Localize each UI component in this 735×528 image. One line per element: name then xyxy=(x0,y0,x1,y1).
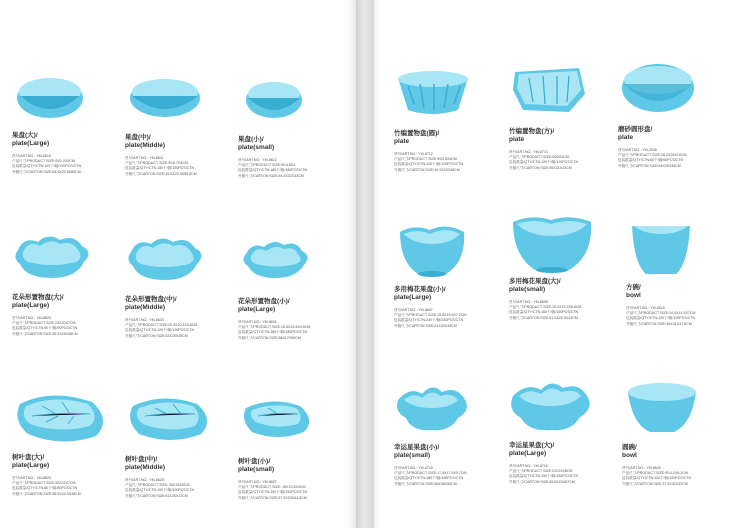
product-art-no: 货号/ART.NO.: YM-8631 xyxy=(238,320,277,324)
product-size: 产品尺寸/PRODUCT SIZE:15.5X15.5X4.6CM xyxy=(238,325,311,330)
product-carton: 外箱尺寸/CARTON SIZE:51X33X49CM xyxy=(394,323,457,328)
product-carton: 外箱尺寸/CARTON SIZE:63X25X45CM xyxy=(125,333,188,338)
product-name-cn: 果盘(小)/ xyxy=(238,136,264,143)
plum-bowl-icon xyxy=(509,214,619,274)
product-qty: 包装数量/QTY/CTN:120个/箱/120PCS/CTN xyxy=(12,164,82,169)
product-qty: 包装数量/QTY/CTN:100个/箱/100PCS/CTN xyxy=(125,488,195,493)
product-art-no: 货号/ART.NO.: YM-8619 xyxy=(626,306,665,310)
round-bowl-deep-icon xyxy=(622,380,732,440)
product-name-cn: 果盘(大)/ xyxy=(12,132,38,139)
product-carton: 外箱尺寸/CARTON SIZE:54.5X32X33CM xyxy=(238,173,304,178)
product-art-no: 货号/ART.NO.: YM-8612 xyxy=(238,158,277,162)
product-name-cn: 竹编置物盘(方)/ xyxy=(509,128,555,135)
product-name-en: plate(Large) xyxy=(394,294,432,301)
product-art-no: 货号/ART.NO.: YM-8712 xyxy=(394,152,433,156)
product-name-en: plate(Large) xyxy=(12,140,50,147)
product-art-no: 货号/ART.NO.: YM-8628 xyxy=(125,478,164,482)
product-qty: 包装数量/QTY/CTN:120个/箱/120PCS/CTN xyxy=(125,328,195,333)
product-name-cn: 树叶盘(中)/ xyxy=(125,456,158,463)
product-size: 产品尺寸/PRODUCT SIZE:15.5X15.5X7.2CM xyxy=(394,313,467,318)
product-card xyxy=(238,72,350,179)
product-name-cn: 方碗/ xyxy=(626,284,641,291)
product-name-en: plate(small) xyxy=(238,466,275,473)
product-carton: 外箱尺寸/CARTON SIZE:49.5X23X48CM xyxy=(394,167,460,172)
product-size: 产品尺寸/PRODUCT SIZE:21X21X6CM xyxy=(509,469,573,474)
product-carton: 外箱尺寸/CARTON SIZE:56X36X50CM xyxy=(394,481,457,486)
product-name-cn: 花朵形置物盘(大)/ xyxy=(12,294,64,301)
product-card xyxy=(626,220,735,327)
product-name-cn: 花朵形置物盘(中)/ xyxy=(125,296,177,303)
product-qty: 包装数量/QTY/CTN:180个/箱/180PCS/CTN xyxy=(238,168,308,173)
product-art-no: 货号/ART.NO.: YM-8610 xyxy=(12,154,51,158)
product-art-no: 货号/ART.NO.: YM-8713 xyxy=(509,150,548,154)
product-card xyxy=(238,394,350,501)
product-name-cn: 多用梅花果盘(小)/ xyxy=(394,286,446,293)
product-art-no: 货号/ART.NO.: YM-8716 xyxy=(509,464,548,468)
product-name-en: plate(small) xyxy=(238,144,275,151)
leaf-plate-icon xyxy=(125,392,235,452)
round-bowl-icon xyxy=(238,72,348,132)
product-name-cn: 圆碗/ xyxy=(622,444,637,451)
product-art-no: 货号/ART.NO.: YM-8611 xyxy=(125,156,164,160)
product-art-no: 货号/ART.NO.: YM-8698 xyxy=(509,300,548,304)
product-qty: 包装数量/QTY/CTN:120个/箱/120PCS/CTN xyxy=(394,162,464,167)
woven-round-plate-icon xyxy=(394,66,504,126)
product-size: 产品尺寸/PRODUCT SIZE:Φ18.7X4CM xyxy=(125,161,188,166)
product-carton: 外箱尺寸/CARTON SIZE:46X31X47.5CM xyxy=(626,321,692,326)
book-gutter xyxy=(356,0,374,528)
product-name-en: plate(small) xyxy=(394,452,431,459)
product-size: 产品尺寸/PRODUCT SIZE: 26X18X5CM xyxy=(125,483,190,488)
product-card xyxy=(12,68,124,175)
product-carton: 外箱尺寸/CARTON SIZE:54X29X45CM xyxy=(618,163,681,168)
flower-plate-icon xyxy=(12,230,122,290)
product-name-en: plate xyxy=(618,134,634,141)
round-bowl-icon xyxy=(12,68,122,128)
square-bowl-icon xyxy=(626,220,735,280)
flower-plate-icon xyxy=(238,234,348,294)
product-size: 产品尺寸/PRODUCT SIZE:Φ14.8X4 xyxy=(238,163,296,168)
product-name-cn: 花朵形置物盘(小)/ xyxy=(238,298,290,305)
product-name-cn: 树叶盘(小)/ xyxy=(238,458,271,465)
product-card xyxy=(125,232,237,339)
product-art-no: 货号/ART.NO.: YM-2928 xyxy=(618,148,657,152)
product-carton: 外箱尺寸/CARTON SIZE:61X26X37CM xyxy=(125,493,188,498)
product-qty: 包装数量/QTY/CTN:60个/箱/60PCS/CTN xyxy=(618,158,684,163)
product-name-en: bowl xyxy=(622,452,637,459)
product-qty: 包装数量/QTY/CTN:240个/箱/240PCS/CTN xyxy=(394,318,464,323)
product-qty: 包装数量/QTY/CTN:150个/箱/150PCS/CTN xyxy=(509,474,579,479)
product-size: 产品尺寸/PRODUCT SIZE:Φ14.2X6.2CM xyxy=(622,471,688,476)
product-card xyxy=(394,222,506,329)
product-card xyxy=(509,378,621,485)
product-card xyxy=(509,214,621,321)
product-card xyxy=(12,230,124,337)
product-qty: 包装数量/QTY/CTN:120个/箱/120PCS/CTN xyxy=(626,316,696,321)
product-size: 产品尺寸/PRODUCT SIZE:17.5X17.5X5.7CM xyxy=(394,471,467,476)
product-card xyxy=(125,392,237,499)
product-carton: 外箱尺寸/CARTON SIZE:37.5X32X32CM xyxy=(622,481,688,486)
product-name-cn: 果盘(中)/ xyxy=(125,134,151,141)
product-size: 产品尺寸/PRODUCT SIZE:Φ23.5X6CM xyxy=(394,157,457,162)
product-carton: 外箱尺寸/CARTON SIZE:65.5X23X67CM xyxy=(509,479,575,484)
leaf-plate-icon xyxy=(238,394,348,454)
product-qty: 包装数量/QTY/CTN:150个/箱/150PCS/CTN xyxy=(125,166,195,171)
product-art-no: 货号/ART.NO.: YM-8629 xyxy=(12,316,51,320)
product-carton: 外箱尺寸/CARTON SIZE:54.5X23.5X69CM xyxy=(12,169,81,174)
product-qty: 包装数量/QTY/CTN:180个/箱/180PCS/CTN xyxy=(238,330,308,335)
leaf-plate-icon xyxy=(12,390,122,450)
plum-bowl-icon xyxy=(394,222,504,282)
product-name-en: plate(Large) xyxy=(238,306,276,313)
product-carton: 外箱尺寸/CARTON SIZE:61.5X25.5X43CM xyxy=(509,315,578,320)
deep-round-bowl-icon xyxy=(618,62,728,122)
product-size: 产品尺寸/PRODUCT SIZE:20.4X20.4X5.8CM xyxy=(125,323,198,328)
product-name-en: plate xyxy=(394,138,410,145)
woven-square-plate-icon xyxy=(509,64,619,124)
product-art-no: 货号/ART.NO.: YM-8627 xyxy=(238,480,277,484)
product-size: 产品尺寸/PRODUCT SIZE:30X22X7CM xyxy=(12,481,76,486)
product-qty: 包装数量/QTY/CTN:120个/箱/120PCS/CTN xyxy=(509,160,579,165)
product-size: 产品尺寸/PRODUCT SIZE:14.5X14.5X7CM xyxy=(626,311,696,316)
product-name-cn: 幸运星果盘(大)/ xyxy=(509,442,555,449)
product-name-cn: 树叶盘(大)/ xyxy=(12,454,45,461)
product-name-cn: 幸运星果盘(小)/ xyxy=(394,444,440,451)
star-plate-icon xyxy=(394,380,504,440)
product-name-cn: 竹编置物盘(圆)/ xyxy=(394,130,440,137)
product-qty: 包装数量/QTY/CTN:180个/箱/180PCS/CTN xyxy=(394,476,464,481)
product-card xyxy=(394,380,506,487)
flower-plate-icon xyxy=(125,232,235,292)
product-art-no: 货号/ART.NO.: YM-8620 xyxy=(622,466,661,470)
product-name-en: plate(Middle) xyxy=(125,142,166,149)
product-qty: 包装数量/QTY/CTN:80个/箱/80PCS/CTN xyxy=(12,486,78,491)
product-card xyxy=(622,380,734,487)
product-size: 产品尺寸/PRODUCT SIZE: 18X13.5X4CM xyxy=(238,485,306,490)
product-name-en: plate(small) xyxy=(509,286,546,293)
product-qty: 包装数量/QTY/CTN:150个/箱/150PCS/CTN xyxy=(238,490,308,495)
product-carton: 外箱尺寸/CARTON SIZE:58.5X32.5X48CM xyxy=(12,491,81,496)
product-name-en: plate(Large) xyxy=(12,302,50,309)
product-qty: 包装数量/QTY/CTN:120个/箱/120PCS/CTN xyxy=(622,476,692,481)
product-card xyxy=(12,390,124,497)
product-size: 产品尺寸/PRODUCT SIZE:23X20X7CM xyxy=(12,321,76,326)
product-card xyxy=(125,70,237,177)
product-art-no: 货号/ART.NO.: YM-8630 xyxy=(125,318,164,322)
product-carton: 外箱尺寸/CARTON SIZE:57.5X20X44.5CM xyxy=(238,495,307,500)
star-plate-icon xyxy=(509,378,619,438)
product-size: 产品尺寸/PRODUCT SIZE:Φ20X6CM xyxy=(509,155,569,160)
product-card xyxy=(618,62,730,169)
product-card xyxy=(509,64,621,171)
product-size: 产品尺寸/PRODUCT SIZE:19.2X19.2X8.8CM xyxy=(509,305,582,310)
product-size: 产品尺寸/PRODUCT SIZE:Φ21.2X5CM xyxy=(12,159,75,164)
product-name-en: plate(Large) xyxy=(12,462,50,469)
product-carton: 外箱尺寸/CARTON SIZE:55.5X25X48CM xyxy=(12,331,78,336)
product-name-en: plate(Middle) xyxy=(125,304,166,311)
product-card xyxy=(238,234,350,341)
product-art-no: 货号/ART.NO.: YM-8629 xyxy=(12,476,51,480)
product-art-no: 货号/ART.NO.: YM-8715 xyxy=(394,466,433,470)
product-name-en: plate(Middle) xyxy=(125,464,166,471)
product-name-en: plate(Large) xyxy=(509,450,547,457)
product-name-cn: 磨砂圆形盘/ xyxy=(618,126,653,133)
product-art-no: 货号/ART.NO.: YM-8697 xyxy=(394,308,433,312)
product-carton: 外箱尺寸/CARTON SIZE:45.5X20.5X59.5CM xyxy=(125,171,197,176)
product-qty: 包装数量/QTY/CTN:160个/箱/160PCS/CTN xyxy=(509,310,579,315)
product-qty: 包装数量/QTY/CTN:90个/箱/90PCS/CTN xyxy=(12,326,78,331)
product-size: 产品尺寸/PRODUCT SIZE:28.2X26X10CM xyxy=(618,153,687,158)
product-carton: 外箱尺寸/CARTON SIZE:58X17X50CM xyxy=(238,335,301,340)
product-name-en: plate xyxy=(509,136,525,143)
product-name-cn: 多用梅花果盘(大)/ xyxy=(509,278,561,285)
product-carton: 外箱尺寸/CARTON SIZE:55X21X43CM xyxy=(509,165,572,170)
product-name-en: bowl xyxy=(626,292,641,299)
product-card xyxy=(394,66,506,173)
round-bowl-icon xyxy=(125,70,235,130)
